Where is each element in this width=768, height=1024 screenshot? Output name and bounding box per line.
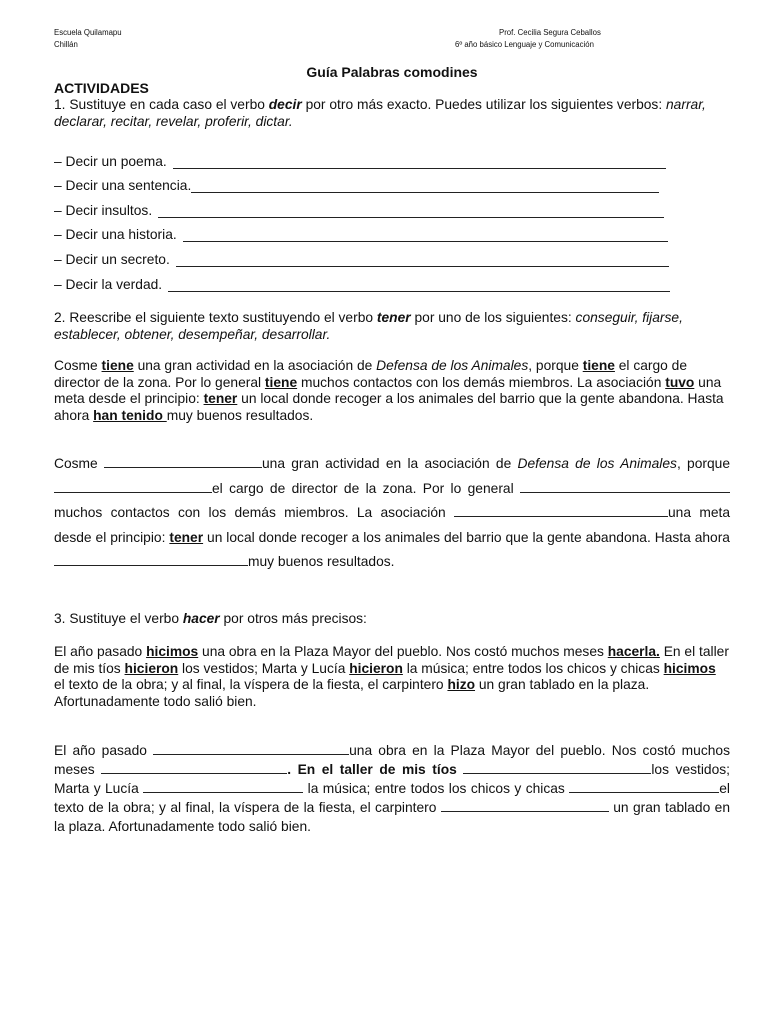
text-run: muy buenos resultados. — [248, 554, 395, 570]
answer-blank[interactable] — [183, 229, 668, 242]
answer-blank[interactable] — [191, 180, 659, 193]
fill-blank[interactable] — [441, 798, 609, 812]
section1-verb: decir — [268, 97, 302, 112]
text-run: el cargo de director de la zona. Por lo general — [212, 480, 520, 496]
section1-intro-cont: por otro más exacto. Puedes utilizar los siguientes verbos: — [301, 97, 666, 112]
fill-blank[interactable] — [143, 779, 303, 793]
section2-verb: tener — [376, 310, 411, 325]
text-run: una gran actividad en la asociación de — [261, 456, 518, 471]
highlighted-verb: hicimos — [146, 644, 199, 659]
text-run: El año pasado — [54, 644, 147, 659]
highlighted-verb: tiene — [264, 374, 298, 390]
exercise-prompt: – Decir una sentencia. — [54, 178, 192, 194]
fill-blank[interactable] — [569, 779, 719, 793]
section1-options: narrar, declarar, recitar, revelar, proferir, dictar. — [54, 97, 706, 129]
text-run: el cargo de director de la zona. Por lo general — [54, 358, 688, 390]
text-run: . En el taller de mis tíos — [287, 762, 464, 777]
section2-intro-cont: por uno de los siguientes: — [410, 310, 576, 325]
organization-name: Defensa de los Animales — [376, 358, 529, 373]
answer-blank[interactable] — [158, 205, 664, 218]
text-run: Cosme — [54, 456, 104, 471]
fill-blank[interactable] — [454, 503, 668, 517]
text-run: la música; entre todos los chicos y chicas — [402, 660, 664, 676]
section2-options: conseguir, fijarse, establecer, obtener, desempeñar, desarrollar. — [54, 310, 683, 342]
page-title: Guía Palabras comodines — [306, 64, 478, 80]
highlighted-verb: tuvo — [665, 374, 695, 390]
organization-name: Defensa de los Animales — [517, 456, 677, 471]
section3-source-text — [54, 644, 730, 710]
text-run: una meta desde el principio: — [54, 374, 722, 406]
fill-blank[interactable] — [153, 741, 349, 755]
highlighted-verb: hacerla. — [607, 644, 660, 659]
school-header — [54, 27, 122, 51]
text-run: una obra en la Plaza Mayor del pueblo. Nos costó muchos meses — [198, 644, 608, 659]
text-run: una meta desde el principio: — [54, 505, 730, 545]
text-run: una obra en la Plaza Mayor del pueblo. Nos costó muchos meses — [54, 743, 730, 777]
exercise-row — [54, 242, 730, 267]
exercise-row — [54, 218, 730, 243]
city-name: Chillán — [54, 40, 78, 49]
fill-blank[interactable] — [520, 479, 730, 493]
exercise-prompt: – Decir un poema. — [54, 153, 167, 169]
exercise-prompt: – Decir una historia. — [54, 227, 177, 243]
section1-intro: 1. Sustituye en cada caso el verbo — [54, 97, 269, 112]
highlighted-verb: tener — [169, 529, 204, 545]
highlighted-verb: hicimos — [663, 660, 716, 676]
text-run: los vestidos; Marta y Lucía — [178, 660, 350, 676]
highlighted-verb: tener — [203, 391, 238, 406]
text-run: el texto de la obra; y al final, la víspera de la fiesta, el carpintero — [54, 677, 448, 692]
text-run: un gran tablado en la plaza. Afortunadamente todo salió bien. — [54, 800, 731, 834]
answer-blank[interactable] — [173, 156, 666, 169]
section3-intro: 3. Sustituye el verbo — [54, 611, 183, 626]
exercise-prompt: – Decir un secreto. — [54, 251, 170, 267]
teacher-header — [455, 27, 601, 51]
text-run: una gran actividad en la asociación de — [133, 358, 377, 373]
fill-blank[interactable] — [104, 454, 262, 468]
section3-fill-in-text — [54, 741, 730, 836]
exercise-prompt: – Decir insultos. — [54, 202, 153, 218]
text-run: El año pasado — [54, 743, 154, 758]
text-run: muchos contactos con los demás miembros. La asociación — [297, 374, 666, 390]
exercise-prompt: – Decir la verdad. — [54, 276, 163, 292]
exercise-row — [54, 169, 730, 194]
text-run: el texto de la obra; y al final, la víspera de la fiesta, el carpintero — [54, 781, 730, 815]
course-name: 6º año básico Lenguaje y Comunicación — [455, 40, 594, 49]
text-run: , porque — [676, 456, 730, 471]
section2-instructions — [54, 310, 730, 343]
section1-exercise-list — [54, 144, 730, 292]
text-run: un gran tablado en la plaza. Afortunadamente todo salió bien. — [54, 677, 650, 709]
highlighted-verb: tiene — [101, 358, 134, 373]
highlighted-verb: tiene — [582, 358, 615, 373]
section2-intro: 2. Reescribe el siguiente texto sustituyendo el verbo — [54, 310, 377, 325]
fill-blank[interactable] — [54, 552, 248, 566]
section3-verb: hacer — [182, 611, 220, 626]
section1-instructions — [54, 97, 730, 130]
highlighted-verb: hicieron — [124, 660, 179, 676]
teacher-name: Prof. Cecilia Segura Ceballos — [499, 28, 601, 37]
fill-blank[interactable] — [463, 760, 651, 774]
text-run: un local donde recoger a los animales del barrio que la gente abandona. Hasta ahora — [54, 391, 724, 423]
activities-heading: ACTIVIDADES — [54, 80, 149, 96]
text-run: la música; entre todos los chicos y chicas — [303, 781, 570, 796]
exercise-row — [54, 193, 730, 218]
highlighted-verb: han tenido — [93, 407, 167, 423]
highlighted-verb: hicieron — [349, 660, 403, 676]
text-run: , porque — [528, 358, 583, 373]
text-run: un local donde recoger a los animales del barrio que la gente abandona. Hasta ahora — [203, 529, 730, 545]
text-run: En el taller de mis tíos — [54, 644, 729, 676]
text-run: Cosme — [54, 358, 102, 373]
section2-fill-in-text — [54, 452, 730, 575]
fill-blank[interactable] — [101, 760, 287, 774]
exercise-row — [54, 144, 730, 169]
text-run: muy buenos resultados. — [166, 407, 314, 423]
school-name: Escuela Quilamapu — [54, 28, 122, 37]
exercise-row — [54, 267, 730, 292]
section2-source-text — [54, 358, 730, 424]
text-run: muchos contactos con los demás miembros. La asociación — [54, 505, 454, 521]
answer-blank[interactable] — [176, 254, 669, 267]
section3-instructions — [54, 611, 730, 628]
text-run: los vestidos; Marta y Lucía — [54, 762, 730, 796]
fill-blank[interactable] — [54, 479, 212, 493]
highlighted-verb: hizo — [447, 677, 476, 692]
answer-blank[interactable] — [168, 279, 670, 292]
section3-intro-cont: por otros más precisos: — [219, 611, 367, 626]
